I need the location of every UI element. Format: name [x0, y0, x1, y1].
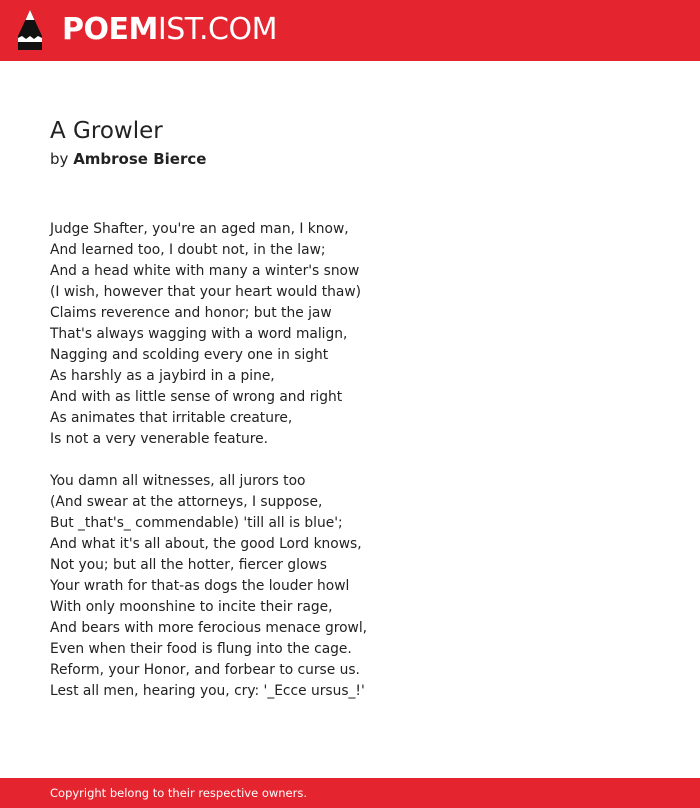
poem-line: Your wrath for that-as dogs the louder howl	[50, 578, 350, 594]
poem-line: Is not a very venerable feature.	[50, 431, 269, 447]
poem-line: As animates that irritable creature,	[50, 410, 293, 426]
poem-line: Reform, your Honor, and forbear to curse us.	[50, 662, 360, 678]
poem-line: And what it's all about, the good Lord knows,	[50, 536, 362, 552]
poem-line: And learned too, I doubt not, in the law;	[50, 242, 326, 258]
poem-line: And a head white with many a winter's snow	[50, 263, 360, 279]
logo-text-light: IST.COM	[157, 12, 277, 47]
poem-body	[50, 219, 650, 723]
poem-title: A Growler	[50, 118, 163, 144]
poem-line: Lest all men, hearing you, cry: '_Ecce ursus_!'	[50, 683, 365, 699]
poem-line: (I wish, however that your heart would thaw)	[50, 284, 362, 300]
poem-line: With only moonshine to incite their rage,	[50, 599, 333, 615]
poem-line: Judge Shafter, you're an aged man, I know,	[50, 221, 349, 237]
poem-byline	[50, 149, 206, 169]
poem-line: Nagging and scolding every one in sight	[50, 347, 329, 363]
poem-line: And bears with more ferocious menace growl,	[50, 620, 368, 636]
poem-line: Even when their food is flung into the cage.	[50, 641, 352, 657]
poem-stanza	[50, 219, 650, 450]
poem-line: But _that's_ commendable) 'till all is blue';	[50, 515, 343, 531]
poem-line: Claims reverence and honor; but the jaw	[50, 305, 332, 321]
site-header	[0, 0, 700, 61]
byline-prefix: by	[50, 150, 69, 168]
site-logo[interactable]	[62, 12, 277, 48]
poem-line: (And swear at the attorneys, I suppose,	[50, 494, 323, 510]
poem-line: As harshly as a jaybird in a pine,	[50, 368, 275, 384]
author-name[interactable]: Ambrose Bierce	[73, 150, 207, 168]
pencil-icon[interactable]	[17, 9, 43, 51]
poem-line: And with as little sense of wrong and right	[50, 389, 343, 405]
poem-stanza	[50, 471, 650, 702]
copyright-text: Copyright belong to their respective owners.	[50, 786, 308, 800]
poem-line: That's always wagging with a word malign,	[50, 326, 348, 342]
poem-line: You damn all witnesses, all jurors too	[50, 473, 306, 489]
logo-text-bold: POEM	[62, 12, 158, 47]
site-footer	[0, 778, 700, 808]
poem-line: Not you; but all the hotter, fiercer glows	[50, 557, 327, 573]
